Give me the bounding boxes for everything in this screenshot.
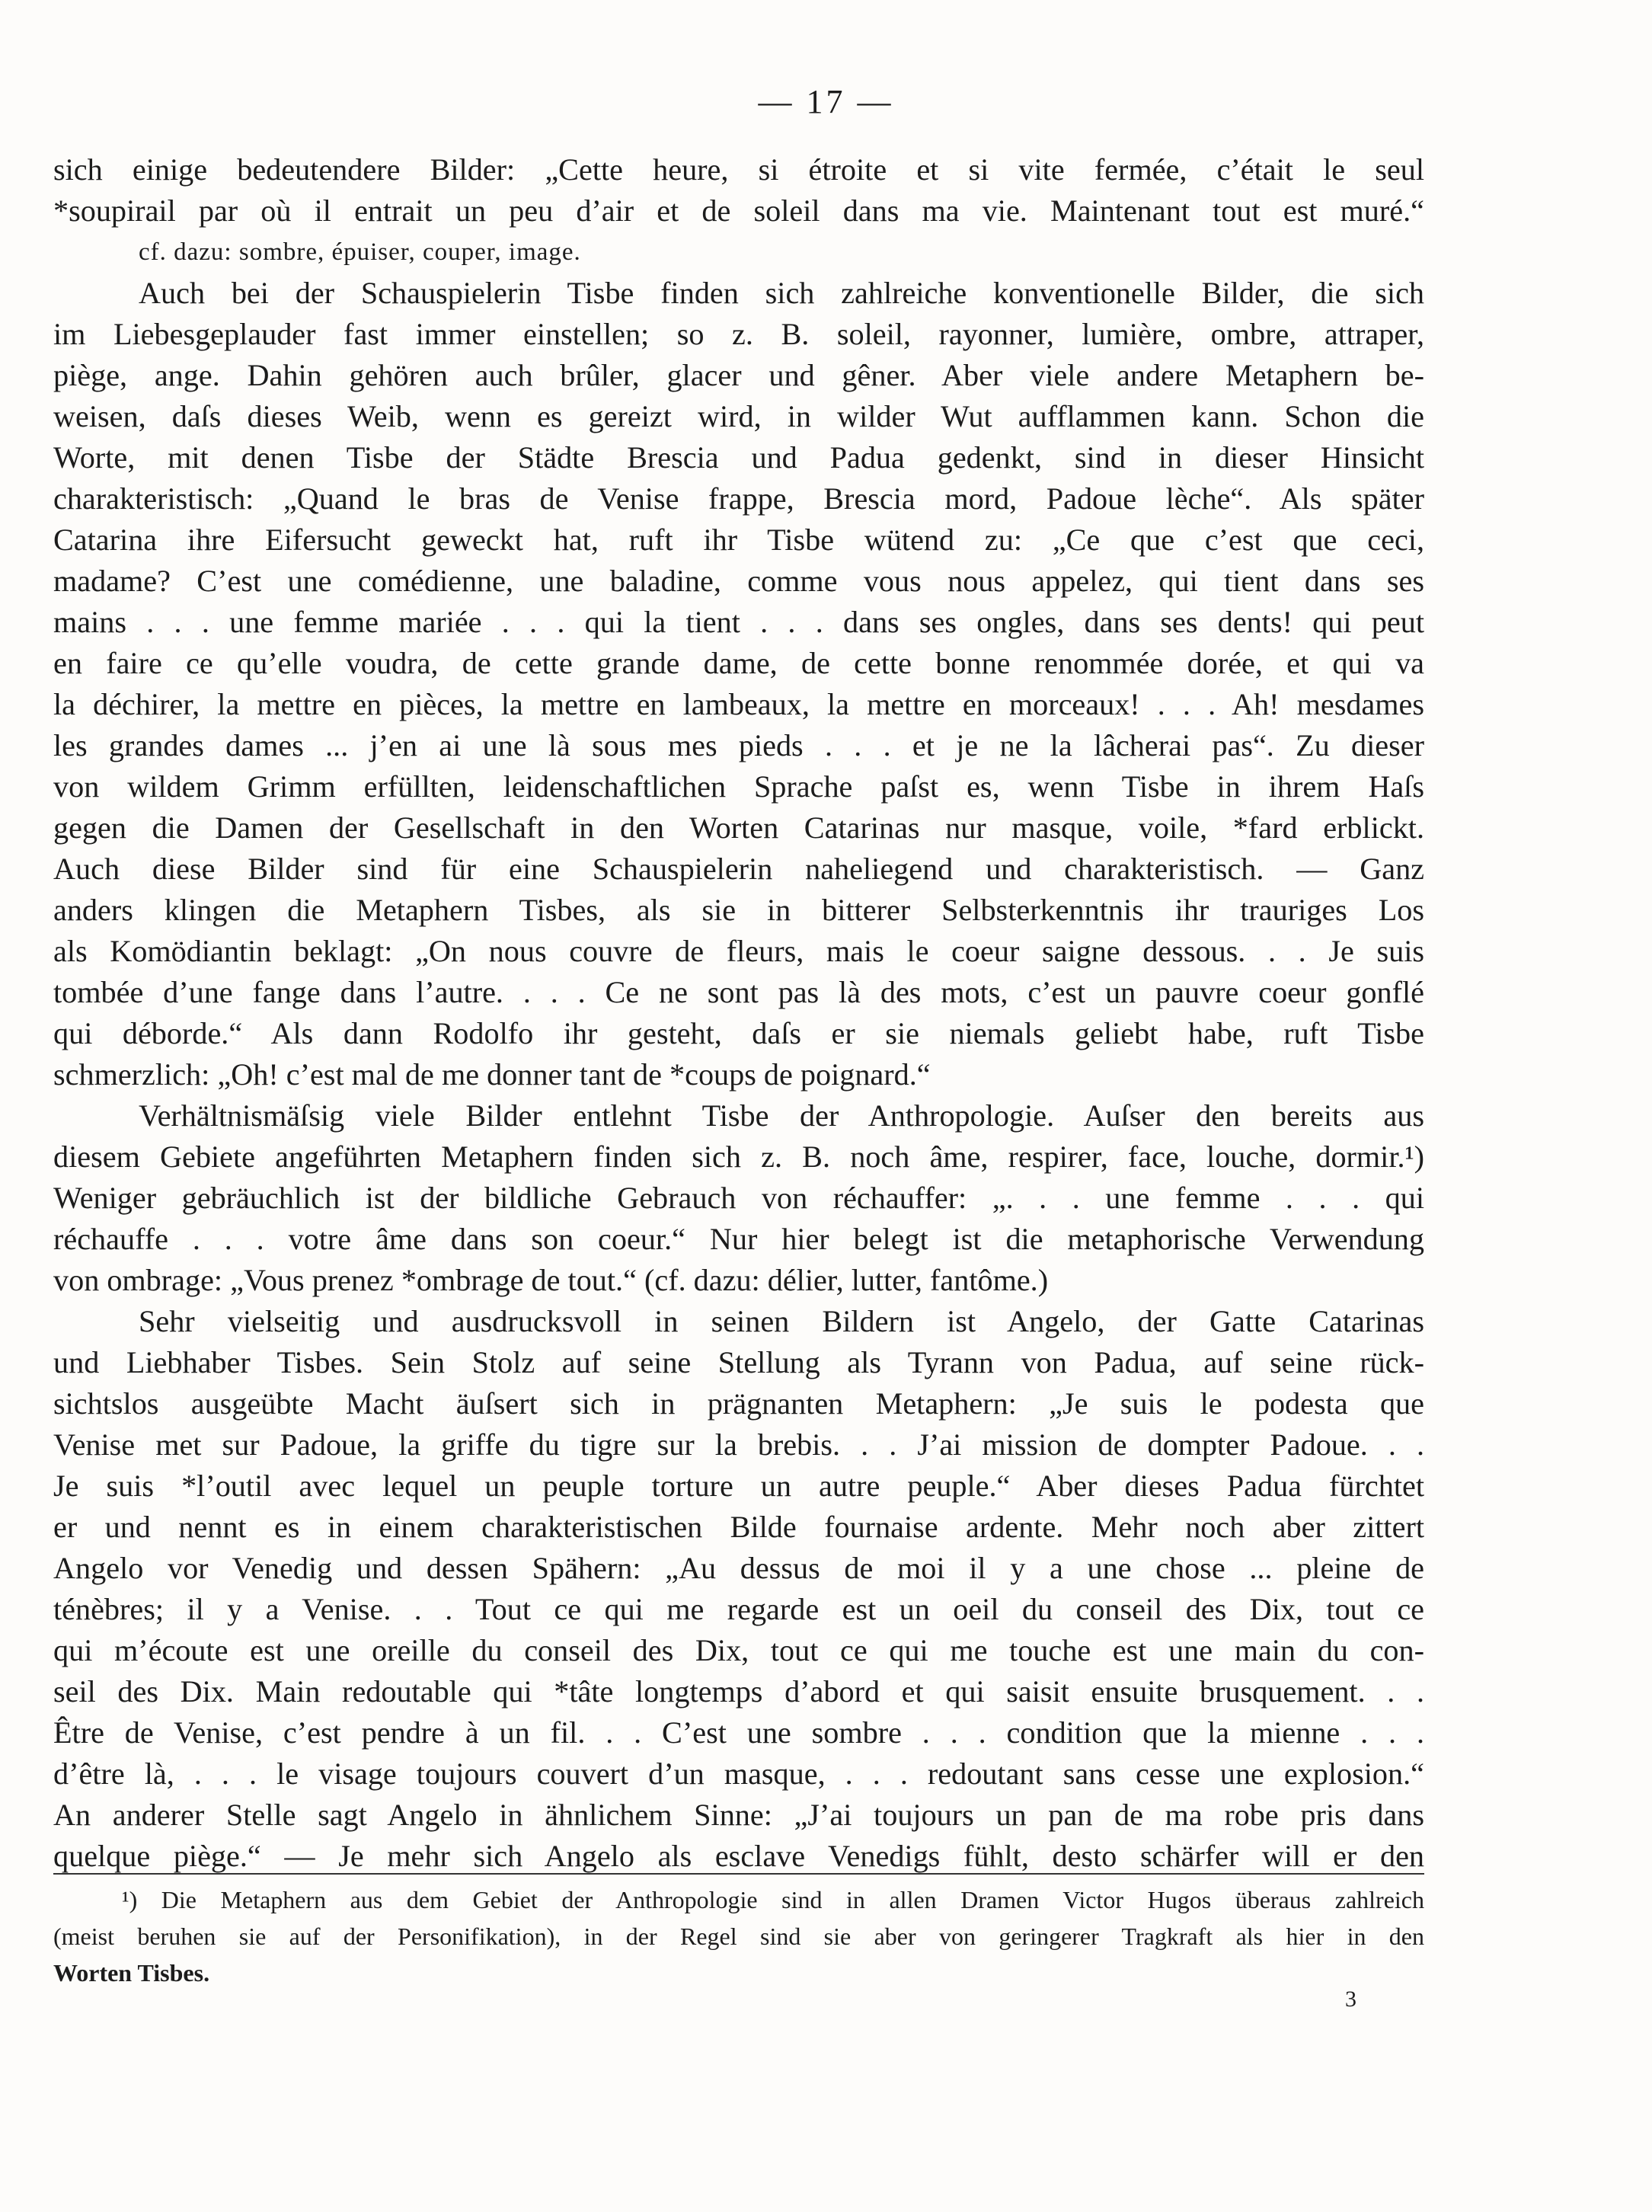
text-line: *soupirail par où il entrait un peu d’air et de soleil dans ma vie. Maintenant tout est muré.“: [53, 193, 1424, 228]
footnote-line: ¹) Die Metaphern aus dem Gebiet der Anthropologie sind in allen Dramen Victor Hugos überaus zahlreich: [122, 1886, 1424, 1913]
text-line: tombée d’une fange dans l’autre. . . . Ce ne sont pas là des mots, c’est un pauvre coeur gonflé: [53, 975, 1424, 1009]
text-line: Weniger gebräuchlich ist der bildliche Gebrauch von réchauffer: „. . . une femme . . . qui: [53, 1181, 1424, 1215]
text-line: im Liebesgeplauder fast immer einstellen; so z. B. soleil, rayonner, lumière, ombre, attraper,: [53, 317, 1424, 351]
text-line: madame? C’est une comédienne, une baladine, comme vous nous appelez, qui tient dans ses: [53, 564, 1424, 598]
text-line: gegen die Damen der Gesellschaft in den Worten Catarinas nur masque, voile, *fard erblickt.: [53, 810, 1424, 845]
text-line: qui m’écoute est une oreille du conseil des Dix, tout ce qui me touche est une main du con-: [53, 1633, 1424, 1667]
text-line: sich einige bedeutendere Bilder: „Cette heure, si étroite et si vite fermée, c’était le seul: [53, 152, 1424, 187]
text-line: réchauffe . . . votre âme dans son coeur.“ Nur hier belegt ist die metaphorische Verwendung: [53, 1222, 1424, 1256]
text-line: charakteristisch: „Quand le bras de Venise frappe, Brescia mord, Padoue lèche“. Als später: [53, 481, 1424, 516]
text-line: quelque piège.“ — Je mehr sich Angelo als esclave Venedigs fühlt, desto schärfer will er den: [53, 1839, 1424, 1873]
text-line: la déchirer, la mettre en pièces, la mettre en lambeaux, la mettre en morceaux! . . . Ah! mesdames: [53, 687, 1424, 721]
text-line: les grandes dames ... j’en ai une là sous mes pieds . . . et je ne la lâcherai pas“. Zu dieser: [53, 728, 1424, 762]
text-line: weisen, daſs dieses Weib, wenn es gereizt wird, in wilder Wut aufflammen kann. Schon die: [53, 399, 1424, 433]
text-line: von wildem Grimm erfüllten, leidenschaftlichen Sprache paſst es, wenn Tisbe in ihrem Haſs: [53, 769, 1424, 804]
text-line: als Komödiantin beklagt: „On nous couvre de fleurs, mais le coeur saigne dessous. . . Je suis: [53, 934, 1424, 968]
text-line: Je suis *l’outil avec lequel un peuple torture un autre peuple.“ Aber dieses Padua fürchtet: [53, 1469, 1424, 1503]
footnote-line: Worten Tisbes.: [53, 1959, 210, 1987]
text-line: d’être là, . . . le visage toujours couvert d’un masque, . . . redoutant sans cesse une explosion.“: [53, 1756, 1424, 1791]
body-text: [53, 149, 1424, 1877]
text-line: anders klingen die Metaphern Tisbes, als sie in bitterer Selbsterkenntnis ihr trauriges Los: [53, 893, 1424, 927]
text-line: seil des Dix. Main redoutable qui *tâte longtemps d’abord et qui saisit ensuite brusquement. . .: [53, 1674, 1424, 1709]
footnote-line: (meist beruhen sie auf der Personifikation), in der Regel sind sie aber von geringerer Tragkraft als hier in den: [53, 1923, 1424, 1950]
text-line: Catarina ihre Eifersucht geweckt hat, ruft ihr Tisbe wütend zu: „Ce que c’est que ceci,: [53, 523, 1424, 557]
text-line: diesem Gebiete angeführten Metaphern finden sich z. B. noch âme, respirer, face, louche, dormir.¹): [53, 1140, 1424, 1174]
text-line: sichtslos ausgeübte Macht äuſsert sich in prägnanten Metaphern: „Je suis le podesta que: [53, 1386, 1424, 1421]
text-line: piège, ange. Dahin gehören auch brûler, glacer und gêner. Aber viele andere Metaphern be-: [53, 358, 1424, 392]
text-line: schmerzlich: „Oh! c’est mal de me donner tant de *coups de poignard.“: [53, 1057, 931, 1092]
text-line: en faire ce qu’elle voudra, de cette grande dame, de cette bonne renommée dorée, et qui va: [53, 646, 1424, 680]
printer-signature-mark: 3: [1345, 1987, 1356, 2012]
text-line: Auch diese Bilder sind für eine Schauspielerin naheliegend und charakteristisch. — Ganz: [53, 852, 1424, 886]
text-line: Angelo vor Venedig und dessen Spähern: „Au dessus de moi il y a une chose ... pleine de: [53, 1551, 1424, 1585]
text-line: und Liebhaber Tisbes. Sein Stolz auf seine Stellung als Tyrann von Padua, auf seine rück-: [53, 1345, 1424, 1379]
text-line: qui déborde.“ Als dann Rodolfo ihr gesteht, daſs er sie niemals geliebt habe, ruft Tisbe: [53, 1016, 1424, 1050]
text-line: mains . . . une femme mariée . . . qui la tient . . . dans ses ongles, dans ses dents! qui peut: [53, 605, 1424, 639]
text-line: Verhältnismäſsig viele Bilder entlehnt Tisbe der Anthropologie. Auſser den bereits aus: [139, 1098, 1424, 1133]
text-line: cf. dazu: sombre, épuiser, couper, image.: [139, 238, 581, 266]
footnote-rule: [53, 1873, 1424, 1875]
text-line: Sehr vielseitig und ausdrucksvoll in seinen Bildern ist Angelo, der Gatte Catarinas: [139, 1304, 1424, 1338]
text-line: An anderer Stelle sagt Angelo in ähnlichem Sinne: „J’ai toujours un pan de ma robe pris dans: [53, 1798, 1424, 1832]
text-line: er und nennt es in einem charakteristischen Bilde fournaise ardente. Mehr noch aber zittert: [53, 1510, 1424, 1544]
page-number: — 17 —: [758, 83, 894, 120]
text-line: von ombrage: „Vous prenez *ombrage de tout.“ (cf. dazu: délier, lutter, fantôme.): [53, 1263, 1049, 1297]
text-line: Être de Venise, c’est pendre à un fil. . . C’est une sombre . . . condition que la mienne . . .: [53, 1715, 1424, 1750]
text-line: ténèbres; il y a Venise. . . Tout ce qui me regarde est un oeil du conseil des Dix, tout ce: [53, 1592, 1424, 1626]
text-line: Worte, mit denen Tisbe der Städte Brescia und Padua gedenkt, sind in dieser Hinsicht: [53, 440, 1424, 475]
footnotes: [53, 1881, 1424, 1991]
text-line: Auch bei der Schauspielerin Tisbe finden sich zahlreiche konventionelle Bilder, die sich: [139, 276, 1424, 310]
text-line: Venise met sur Padoue, la griffe du tigre sur la brebis. . . J’ai mission de dompter Padoue. . .: [53, 1427, 1424, 1462]
